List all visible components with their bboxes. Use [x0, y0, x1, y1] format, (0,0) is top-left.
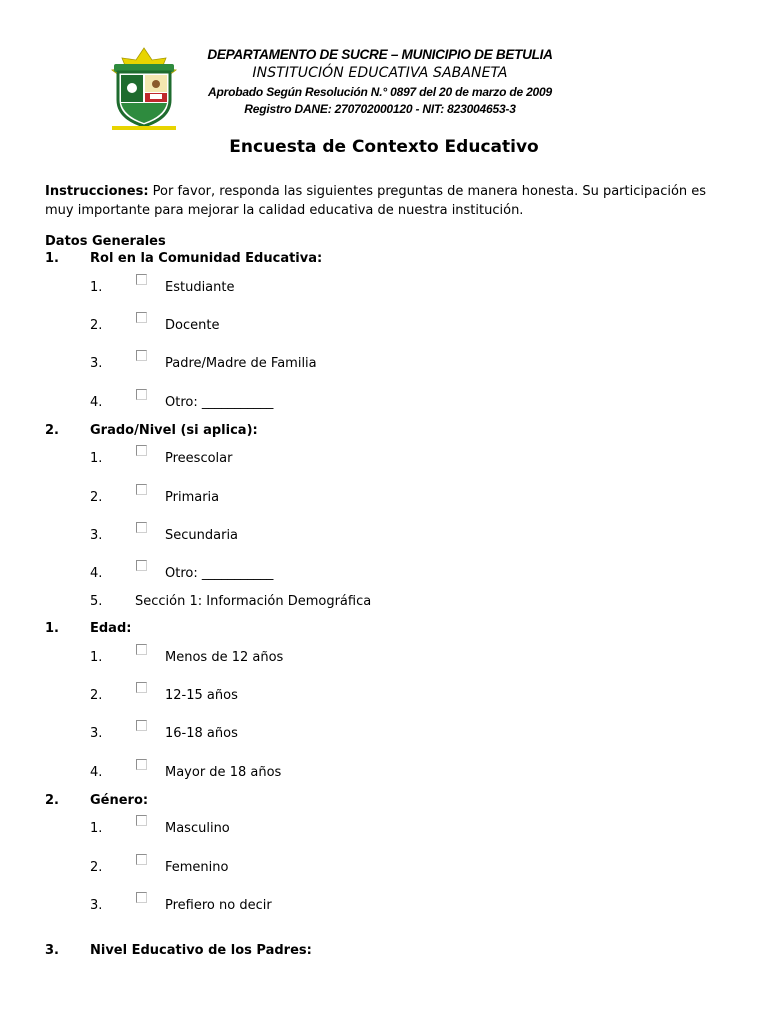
- question-nivel-padres-label: Nivel Educativo de los Padres:: [90, 943, 312, 958]
- checkbox-primaria[interactable]: [136, 484, 147, 495]
- checkbox-estudiante[interactable]: [136, 274, 147, 285]
- option-label: Preescolar: [165, 451, 233, 466]
- checkbox-preescolar[interactable]: [136, 445, 147, 456]
- instructions-text: Por favor, responda las siguientes preguntas de manera honesta. Su participación es muy importante para mejorar la calidad educativa de nuestra institución.: [45, 184, 707, 218]
- option-label: Femenino: [165, 860, 229, 875]
- option-number: 3.: [90, 528, 103, 543]
- option-label: Otro: ___________: [165, 395, 274, 410]
- checkbox-mayor-18[interactable]: [136, 759, 147, 770]
- section-demographic-heading: Sección 1: Información Demográfica: [135, 594, 372, 609]
- question-number: 2.: [45, 793, 59, 808]
- question-edad-label: Edad:: [90, 621, 132, 636]
- question-number: 1.: [45, 621, 59, 636]
- header-department: DEPARTAMENTO DE SUCRE – MUNICIPIO DE BETULIA: [207, 47, 553, 62]
- checkbox-12-15[interactable]: [136, 682, 147, 693]
- question-grado-label: Grado/Nivel (si aplica):: [90, 423, 258, 438]
- checkbox-16-18[interactable]: [136, 720, 147, 731]
- option-label: Menos de 12 años: [165, 650, 284, 665]
- option-number: 2.: [90, 860, 103, 875]
- option-number: 1.: [90, 650, 103, 665]
- option-label: 12-15 años: [165, 688, 238, 703]
- header-resolution: Aprobado Según Resolución N.° 0897 del 20 de marzo de 2009: [208, 85, 552, 99]
- instructions-label: Instrucciones:: [45, 184, 149, 199]
- header-registry: Registro DANE: 270702000120 - NIT: 823004653-3: [244, 102, 516, 116]
- option-label: 16-18 años: [165, 726, 238, 741]
- question-number: 3.: [45, 943, 59, 958]
- checkbox-docente[interactable]: [136, 312, 147, 323]
- checkbox-otro-grado[interactable]: [136, 560, 147, 571]
- option-number: 5.: [90, 594, 103, 609]
- instructions-paragraph: [45, 182, 725, 220]
- option-number: 4.: [90, 566, 103, 581]
- checkbox-menos-12[interactable]: [136, 644, 147, 655]
- option-number: 2.: [90, 490, 103, 505]
- option-label: Docente: [165, 318, 220, 333]
- option-number: 1.: [90, 451, 103, 466]
- option-label: Mayor de 18 años: [165, 765, 282, 780]
- option-number: 4.: [90, 765, 103, 780]
- checkbox-secundaria[interactable]: [136, 522, 147, 533]
- option-label: Prefiero no decir: [165, 898, 272, 913]
- document-title: Encuesta de Contexto Educativo: [229, 137, 539, 157]
- option-label: Masculino: [165, 821, 230, 836]
- option-number: 2.: [90, 318, 103, 333]
- option-number: 4.: [90, 395, 103, 410]
- option-label: Estudiante: [165, 280, 235, 295]
- checkbox-prefiero-no-decir[interactable]: [136, 892, 147, 903]
- checkbox-femenino[interactable]: [136, 854, 147, 865]
- option-number: 1.: [90, 280, 103, 295]
- option-label: Otro: ___________: [165, 566, 274, 581]
- option-number: 3.: [90, 356, 103, 371]
- checkbox-padre-madre[interactable]: [136, 350, 147, 361]
- option-label: Secundaria: [165, 528, 239, 543]
- section-general-heading: Datos Generales: [45, 234, 166, 249]
- question-rol-label: Rol en la Comunidad Educativa:: [90, 251, 323, 266]
- question-genero-label: Género:: [90, 793, 149, 808]
- header-institution: INSTITUCIÓN EDUCATIVA SABANETA: [252, 65, 508, 81]
- school-crest-logo: [106, 46, 182, 132]
- option-label: Primaria: [165, 490, 220, 505]
- option-number: 3.: [90, 726, 103, 741]
- option-label: Padre/Madre de Familia: [165, 356, 317, 371]
- question-number: 1.: [45, 251, 59, 266]
- option-number: 1.: [90, 821, 103, 836]
- option-number: 3.: [90, 898, 103, 913]
- option-number: 2.: [90, 688, 103, 703]
- checkbox-masculino[interactable]: [136, 815, 147, 826]
- checkbox-otro-rol[interactable]: [136, 389, 147, 400]
- question-number: 2.: [45, 423, 59, 438]
